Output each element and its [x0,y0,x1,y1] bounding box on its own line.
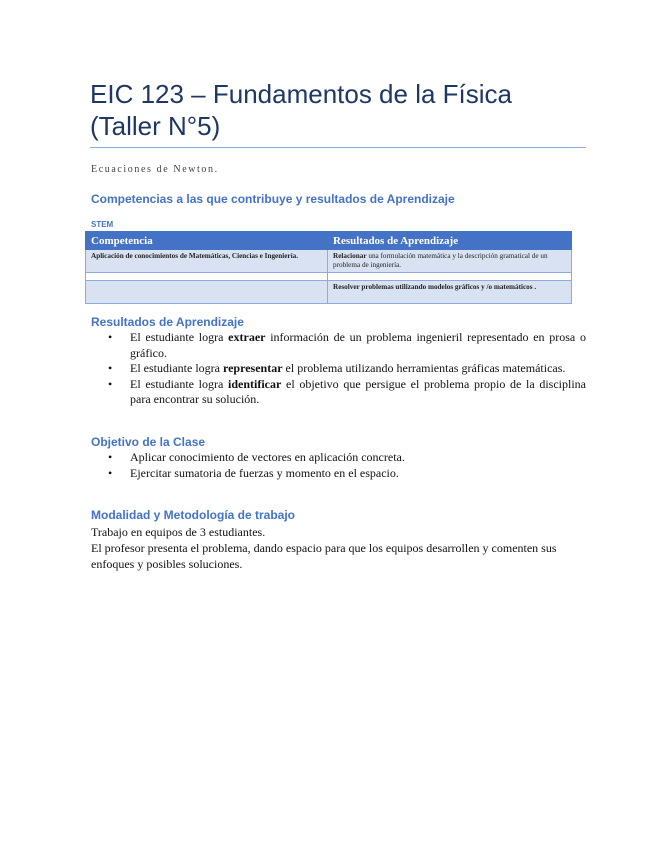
table-cell-empty [86,273,328,281]
item-keyword: representar [222,361,283,375]
objetivo-heading: Objetivo de la Clase [91,435,206,449]
list-item [0,361,586,377]
table-row [86,281,572,304]
item-text: El estudiante logra [130,376,228,391]
item-keyword: identificar [228,376,282,391]
table-row [86,250,572,273]
list-item [0,466,586,482]
bullet-icon: • [108,330,113,344]
item-text: Ejercitar sumatoria de fuerzas y momento en el espacio. [130,465,399,480]
table-header-row [86,232,572,250]
item-text: Aplicar conocimiento de vectores en aplicación concreta. [130,450,405,464]
competencias-heading: Competencias a las que contribuye y resultados de Aprendizaje [91,192,455,206]
table-cell-competencia: Aplicación de conocimientos de Matemáticas, Ciencias e Ingeniería. [86,250,328,273]
competencias-table [85,231,572,304]
modalidad-line-2: El profesor presenta el problema, dando espacio para que los equipos desarrollen y comenten sus enfoques y posibles soluciones. [91,541,557,571]
bullet-icon: • [108,465,113,480]
list-item [0,377,586,408]
column-header-resultados: Resultados de Aprendizaje [328,232,572,250]
table-cell-empty [86,281,328,304]
table-cell-resultado [328,250,572,273]
item-text: El estudiante logra [130,330,229,344]
item-keyword: extraer [228,330,266,344]
list-item [0,450,586,466]
title-divider [90,147,586,148]
modalidad-heading: Modalidad y Metodología de trabajo [91,508,296,522]
item-text: El estudiante logra [130,361,223,375]
document-subtitle: Ecuaciones de Newton. [91,164,219,175]
resultados-heading: Resultados de Aprendizaje [91,315,244,329]
stem-label: STEM [91,220,114,229]
page-title: EIC 123 – Fundamentos de la Física (Taller N°5) [90,79,513,141]
resultado-verb: Relacionar [333,252,367,260]
table-row [86,273,572,281]
modalidad-line-1: Trabajo en equipos de 3 estudiantes. [91,525,266,539]
resultados-list [0,330,586,408]
objetivo-list [0,450,586,481]
table-cell-resultado: Resolver problemas utilizando modelos gráficos y /o matemáticos . [328,281,572,304]
list-item [0,330,586,361]
bullet-icon: • [108,361,113,375]
table-cell-empty [328,273,572,281]
item-text: información de un problema ingenieril representado en prosa o gráfico. [130,330,586,360]
item-text: el problema utilizando herramientas gráficas matemáticas. [282,361,566,375]
bullet-icon: • [108,376,113,391]
column-header-competencia: Competencia [86,232,328,250]
resultado-text: una formulación matemática y la descripción gramatical de un problema de ingeniería. [333,252,548,269]
item-text: el objetivo que persigue el problema propio de la disciplina para encontrar su solución. [130,376,586,406]
bullet-icon: • [108,450,113,464]
